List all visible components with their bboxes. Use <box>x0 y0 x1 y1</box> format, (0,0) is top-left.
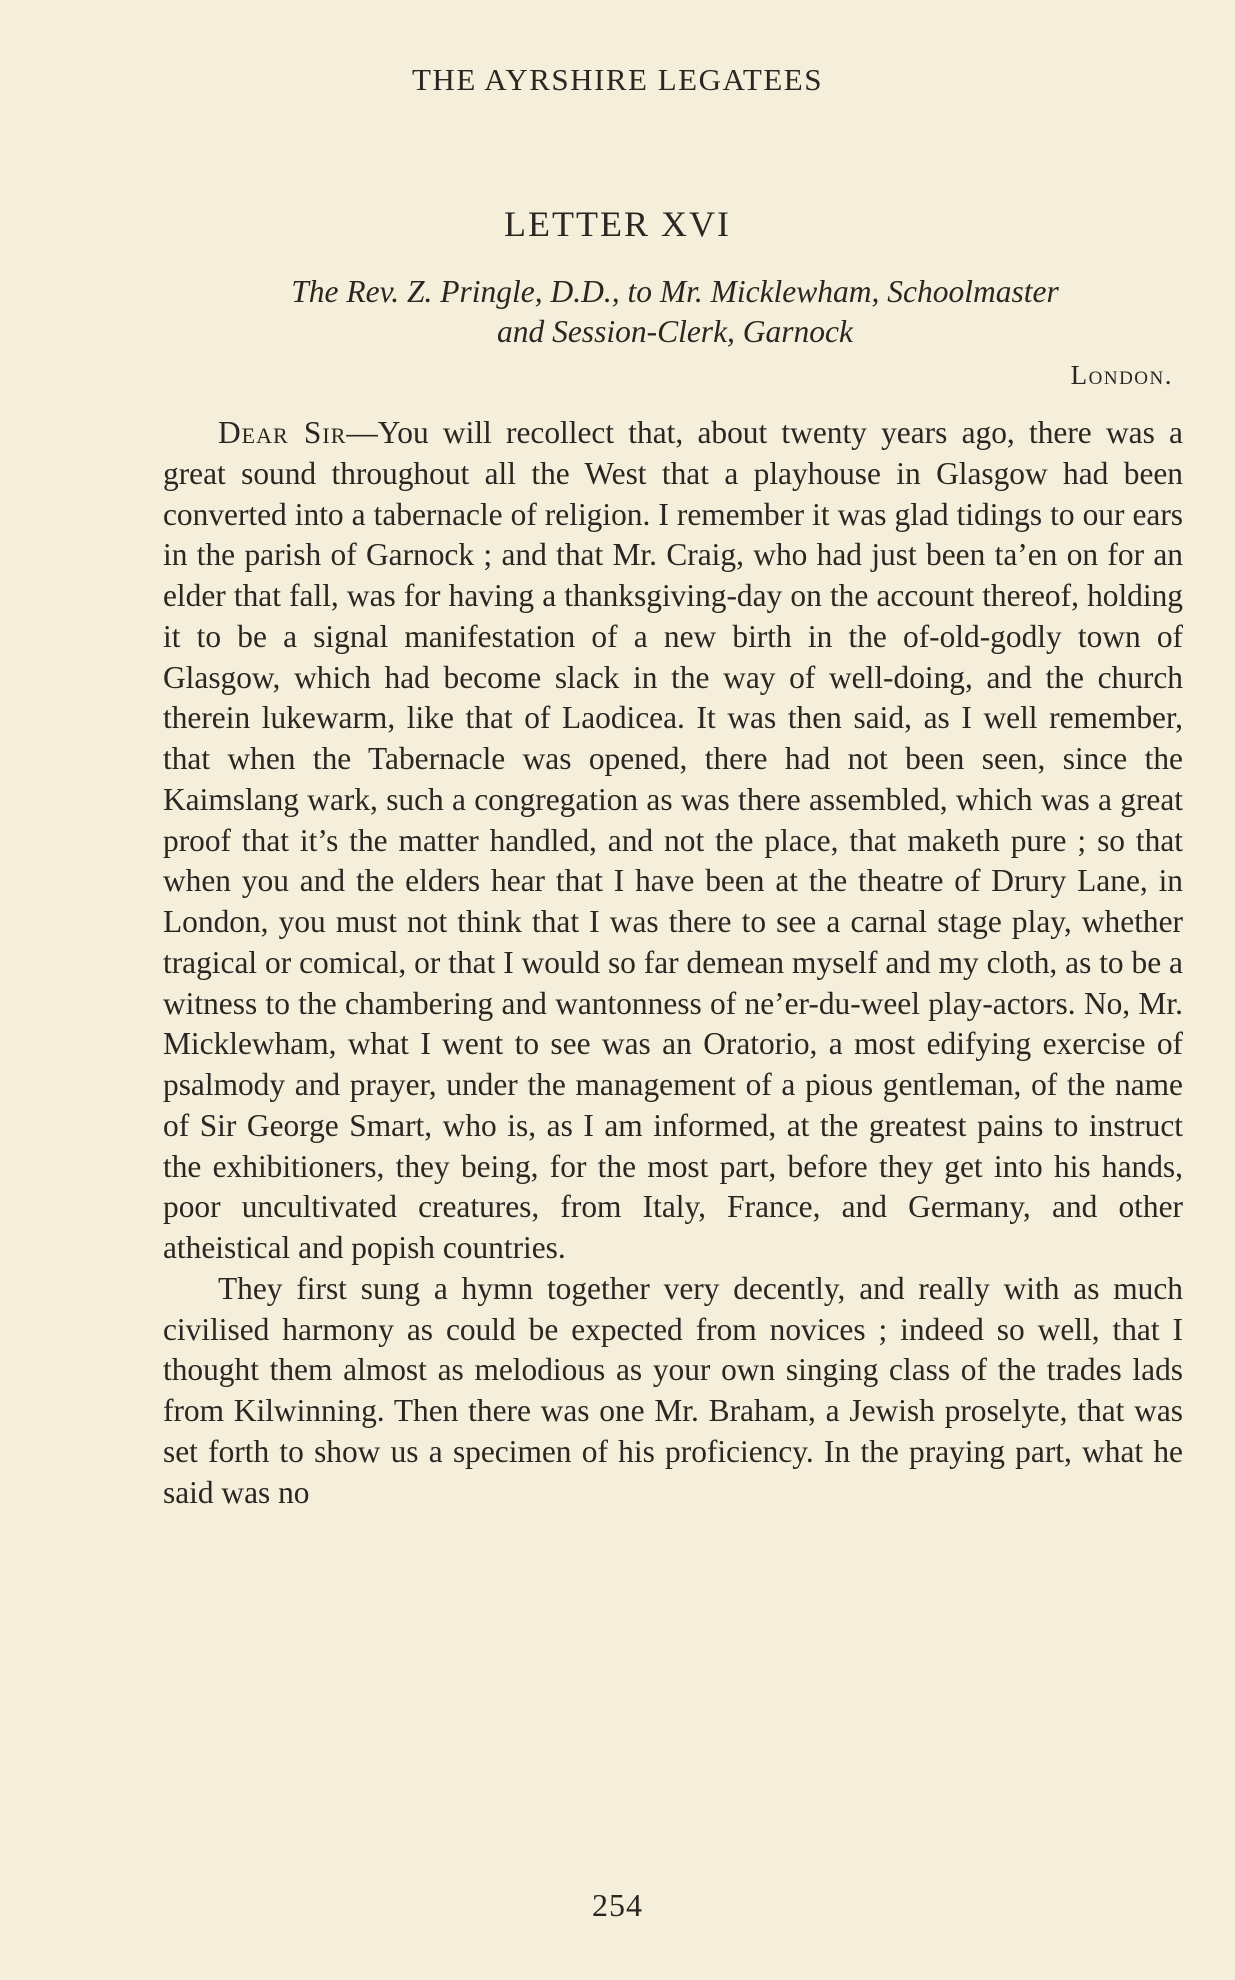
address-line-2: and Session-Clerk, Garnock <box>496 314 854 349</box>
paragraph-1-text: —You will recollect that, about twenty years ago, there was a great sound throughout all the West that a playhouse in Glasgow had been converted into a tabernacle of religion. I remember it was glad tidings to our ears in the parish of Garnock ; and that Mr. Craig, who had just been ta’en on for an elder that fall, was for having a thanksgiving-day on the account thereof, holding it to be a signal manifestation of a new birth in the of-old-godly town of Glasgow, which had become slack in the way of well-doing, and the church therein lukewarm, like that of Laodicea. It was then said, as I well remember, that when the Tabernacle was opened, there had not been seen, since the Kaimslang wark, such a congregation as was there assembled, which was a great proof that it’s the matter handled, and not the place, that maketh pure ; so that when you and the elders hear that I have been at the theatre of Drury Lane, in London, you must not think that I was there to see a carnal stage play, whether tragical or comical, or that I would so far demean myself and my cloth, as to be a witness to the chambering and wantonness of ne’er-du-weel play-actors. No, Mr. Micklewham, what I went to see was an Oratorio, a most edifying exercise of psalmody and prayer, under the management of a pious gentleman, of the name of Sir George Smart, who is, as I am informed, at the greatest pains to instruct the exhibitioners, they being, for the most part, before they get into his hands, poor uncultivated creatures, from Italy, France, and Germany, and other atheistical and popish countries. <box>163 415 1183 1265</box>
salutation: Dear Sir <box>218 415 347 450</box>
paragraph-2: They first sung a hymn together very decently, and really with as much civilised harmony as could be expected from novices ; indeed so well, that I thought them almost as melodious as your own singing class of the trades lads from Kilwinning. Then there was one Mr. Braham, a Jewish proselyte, that was set forth to show us a specimen of his proficiency. In the praying part, what he said was no <box>163 1270 1183 1510</box>
letter-title: LETTER XVI <box>504 204 731 244</box>
address-line-1: The Rev. Z. Pringle, D.D., to Mr. Micklewham, Schoolmaster <box>291 274 1059 309</box>
letter-address <box>165 272 1185 352</box>
letter-place: London. <box>1070 360 1173 390</box>
page-number: 254 <box>592 1887 643 1923</box>
letter-body <box>163 413 1183 1513</box>
paragraph-1 <box>163 413 1183 1269</box>
running-head: THE AYRSHIRE LEGATEES <box>412 62 823 97</box>
